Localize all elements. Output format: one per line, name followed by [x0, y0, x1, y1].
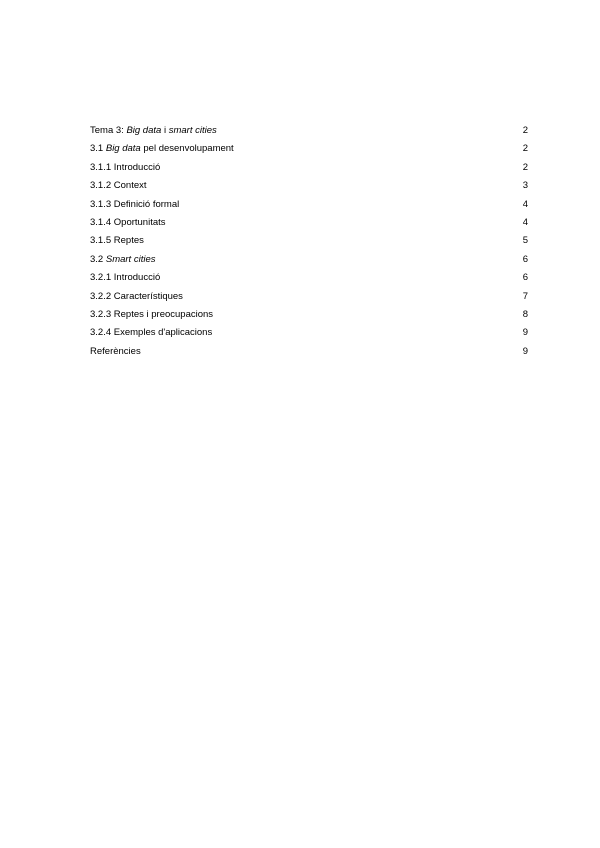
toc-entry[interactable] [90, 214, 528, 232]
toc-entry[interactable] [90, 232, 528, 250]
toc-entry-title-part: 3.2.4 Exemples d'aplicacions [90, 327, 213, 339]
toc-entry-title-part: pel desenvolupament [140, 143, 234, 155]
toc-entry-title-part: Tema 3: [90, 125, 127, 136]
toc-entry-page-number: 4 [522, 198, 528, 210]
toc-entry-page-number: 9 [522, 345, 528, 357]
toc-entry-title-part: i [161, 125, 169, 136]
toc-entry-title [90, 196, 179, 214]
toc-entry[interactable] [90, 196, 528, 214]
toc-entry-page-number: 9 [522, 327, 528, 339]
toc-entry-title [90, 324, 212, 342]
toc-entry-title-part: 3.1.3 Definició formal [90, 198, 180, 210]
toc-entry[interactable] [90, 269, 528, 287]
toc-entry-title-part: 3.2.1 Introducció [90, 272, 161, 284]
toc-entry-title-part: 3.2.3 Reptes i preocupacions [90, 308, 214, 320]
toc-entry-title [90, 251, 155, 269]
toc-entry[interactable] [90, 140, 528, 158]
toc-entry-page-number: 8 [522, 308, 528, 320]
toc-entry-title-part: 3.1.1 Introducció [90, 161, 161, 173]
toc-entry-title [90, 177, 147, 195]
toc-entry-page-number: 6 [522, 253, 528, 265]
toc-entry-title-part: smart cities [168, 125, 217, 136]
toc-entry[interactable] [90, 122, 528, 140]
toc-entry-title-part: 3.2.2 Característiques [90, 290, 183, 302]
toc-entry-title-part: 3.1.2 Context [90, 180, 147, 192]
table-of-contents [90, 122, 528, 361]
toc-entry-page-number: 2 [522, 161, 528, 173]
toc-entry-title [90, 288, 183, 306]
toc-entry-title-part: 3.1 [90, 143, 106, 155]
toc-entry[interactable] [90, 177, 528, 195]
toc-entry[interactable] [90, 324, 528, 342]
toc-entry-page-number: 3 [522, 180, 528, 192]
toc-entry-title [90, 269, 160, 287]
toc-entry-page-number: 7 [522, 290, 528, 302]
toc-entry-title [90, 232, 144, 250]
toc-entry-page-number: 5 [522, 235, 528, 247]
toc-entry-page-number: 6 [522, 272, 528, 284]
toc-entry-title [90, 122, 217, 140]
toc-entry[interactable] [90, 251, 528, 269]
toc-entry-title-part: Big data [105, 143, 141, 155]
toc-entry[interactable] [90, 306, 528, 324]
toc-entry-page-number: 2 [522, 143, 528, 155]
toc-entry-title [90, 306, 213, 324]
toc-entry[interactable] [90, 343, 528, 361]
toc-entry-title [90, 140, 234, 158]
toc-entry-title-part: Big data [126, 125, 162, 136]
toc-entry-page-number: 2 [522, 125, 528, 136]
toc-entry-title-part: 3.2 [90, 253, 106, 265]
toc-entry-title [90, 343, 141, 361]
toc-entry[interactable] [90, 159, 528, 177]
toc-entry-title [90, 214, 166, 232]
toc-entry-title [90, 159, 160, 177]
toc-entry-title-part: Referències [90, 345, 141, 357]
toc-entry-title-part: Smart cities [105, 253, 156, 265]
toc-entry-title-part: 3.1.4 Oportunitats [90, 216, 166, 228]
toc-entry-title-part: 3.1.5 Reptes [90, 235, 144, 247]
toc-entry[interactable] [90, 288, 528, 306]
toc-entry-page-number: 4 [522, 216, 528, 228]
